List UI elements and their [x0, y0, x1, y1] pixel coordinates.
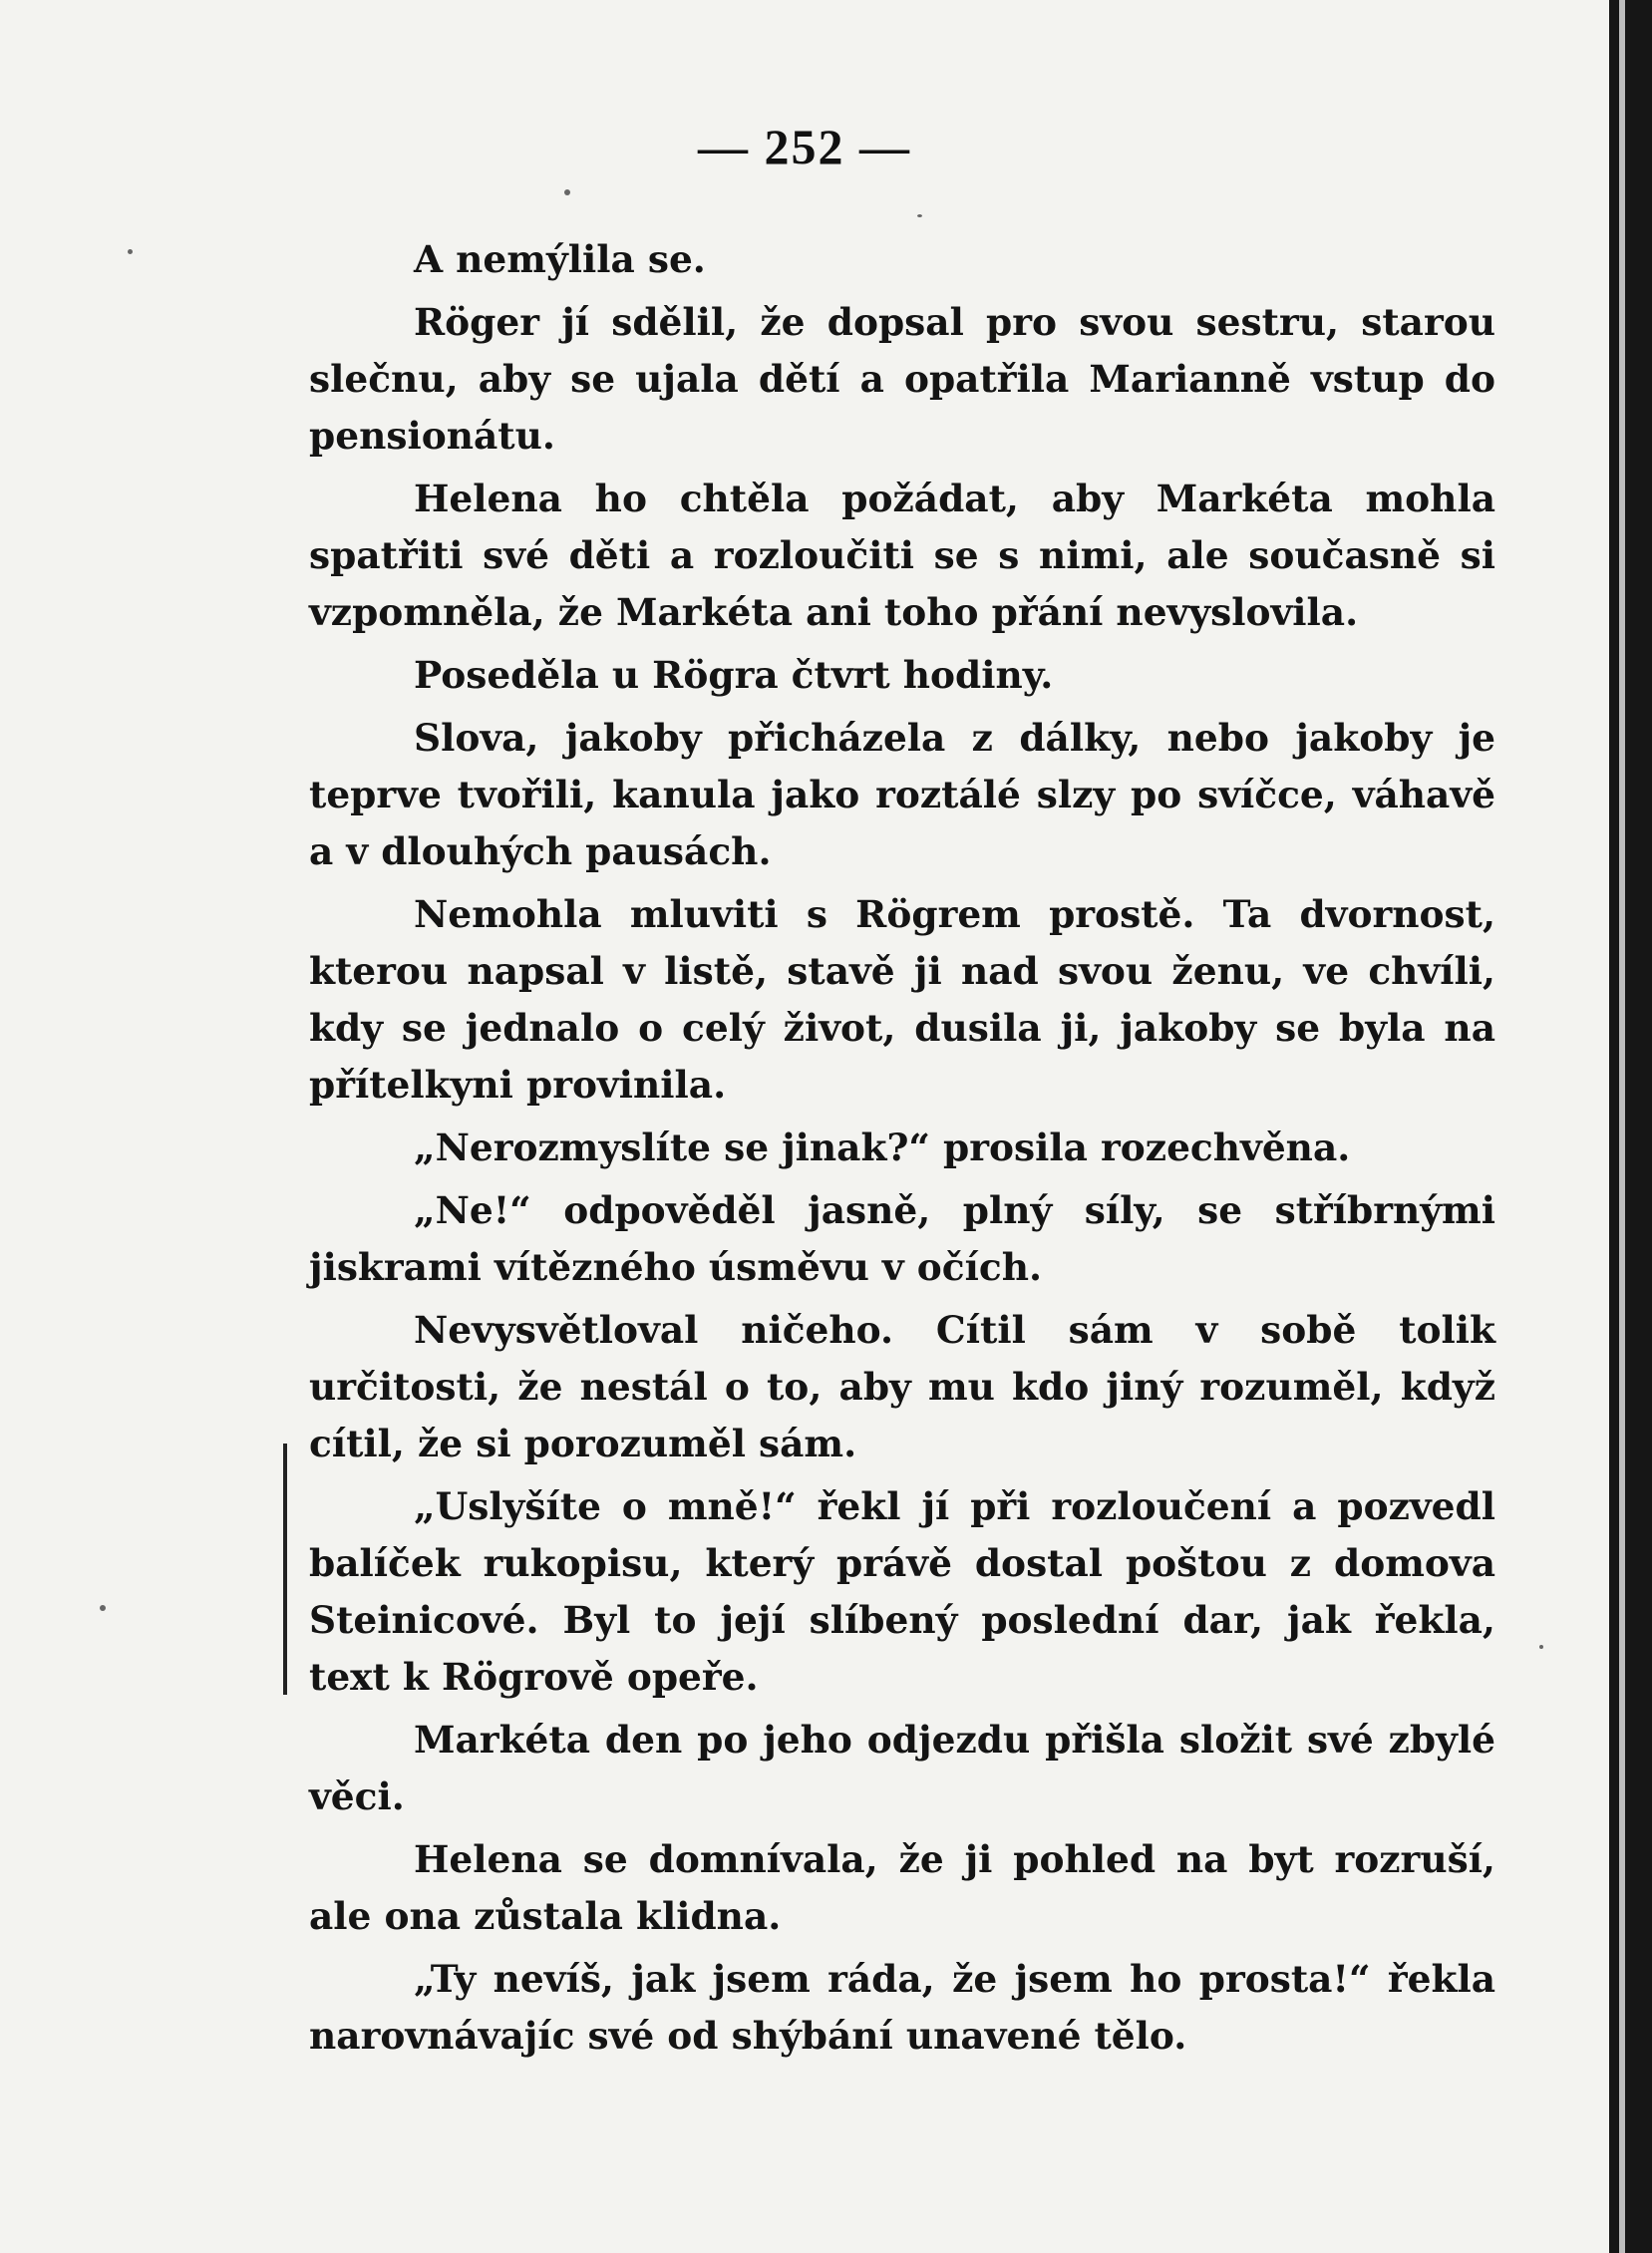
paragraph: Röger jí sdělil, že dopsal pro svou sestru, starou slečnu, aby se ujala dětí a opatřila Marianně vstup do pensionátu. — [309, 300, 1495, 458]
paragraph: Nemohla mluviti s Rögrem prostě. Ta dvornost, kterou napsal v listě, stavě ji nad svou ženu, ve chvíli, kdy se jednalo o celý život, dusila ji, jakoby se byla na přítelkyni provinila. — [309, 892, 1495, 1107]
paragraph: „Ne!“ odpověděl jasně, plný síly, se stříbrnými jiskrami vítězného úsměvu v očích. — [309, 1188, 1495, 1289]
margin-marker-line — [283, 1444, 287, 1695]
paragraph: A nemýlila se. — [414, 237, 706, 281]
paragraph: „Nerozmyslíte se jinak?“ prosila rozechvěna. — [414, 1126, 1351, 1169]
body-text — [309, 231, 1495, 2071]
paragraph: Helena se domnívala, že ji pohled na byt rozruší, ale ona zůstala klidna. — [309, 1837, 1495, 1938]
paragraph: Markéta den po jeho odjezdu přišla složit své zbylé věci. — [309, 1718, 1495, 1818]
page-edge-shadow — [1609, 0, 1652, 2253]
paragraph: Slova, jakoby přicházela z dálky, nebo jakoby je teprve tvořili, kanula jako roztálé slzy po svíčce, váhavě a v dlouhých pausách. — [309, 716, 1495, 873]
paper-speck — [917, 214, 922, 217]
paper-speck — [100, 1605, 106, 1611]
paragraph: „Ty nevíš, jak jsem ráda, že jsem ho prosta!“ řekla narovnávajíc své od shýbání unavené tělo. — [309, 1957, 1495, 2058]
paper-speck — [564, 189, 570, 195]
paragraph: Poseděla u Rögra čtvrt hodiny. — [414, 653, 1054, 697]
paper-speck — [1539, 1645, 1543, 1649]
page-number: — 252 — — [698, 119, 911, 174]
paragraph: „Uslyšíte o mně!“ řekl jí při rozloučení a pozvedl balíček rukopisu, který právě dostal poštou z domova Steinicové. Byl to její slíbený poslední dar, jak řekla, text k Rögrově opeře. — [309, 1484, 1495, 1699]
page-edge-strip — [1619, 0, 1625, 2253]
paragraph: Nevysvětloval ničeho. Cítil sám v sobě tolik určitosti, že nestál o to, aby mu kdo jiný rozuměl, když cítil, že si porozuměl sám. — [309, 1308, 1495, 1465]
paper-speck — [128, 249, 133, 254]
paragraph: Helena ho chtěla požádat, aby Markéta mohla spatřiti své děti a rozloučiti se s nimi, ale současně si vzpomněla, že Markéta ani toho přání nevyslovila. — [309, 477, 1495, 634]
